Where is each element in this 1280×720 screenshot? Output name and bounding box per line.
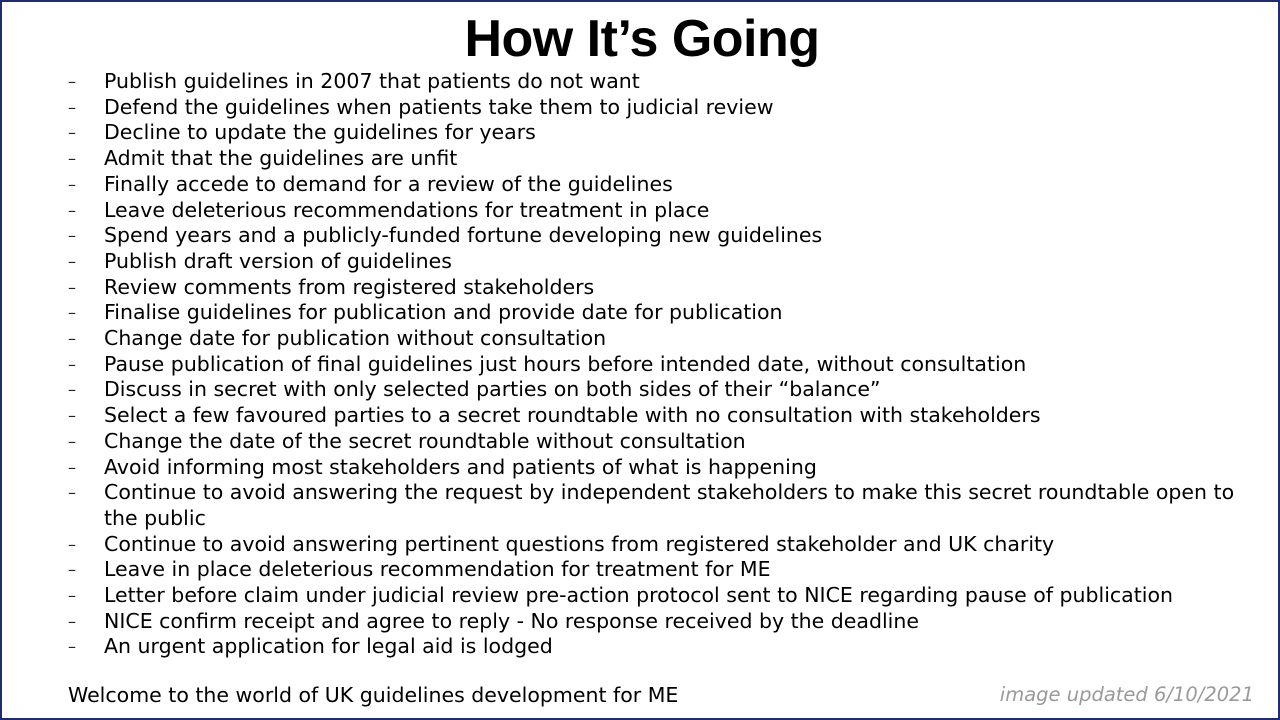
bullet-list: [68, 69, 1258, 660]
dash-bullet-icon: –: [68, 534, 76, 554]
list-item-text: Publish guidelines in 2007 that patients do not want: [104, 69, 640, 93]
list-item: [68, 352, 1258, 378]
list-item-text: Admit that the guidelines are unfit: [104, 146, 458, 171]
list-item: [68, 532, 1258, 558]
list-item: [68, 326, 1258, 352]
list-item-text: Change the date of the secret roundtable without consultation: [104, 428, 746, 453]
list-item: [68, 172, 1258, 198]
list-item: [68, 557, 1258, 583]
dash-bullet-icon: –: [68, 277, 76, 297]
list-item-text: Publish draft version of guidelines: [104, 248, 452, 273]
dash-bullet-icon: –: [68, 354, 76, 374]
dash-bullet-icon: –: [68, 431, 76, 451]
dash-bullet-icon: –: [68, 406, 76, 426]
list-item: [68, 146, 1258, 172]
dash-bullet-icon: –: [68, 123, 76, 143]
list-item: [68, 403, 1258, 429]
list-item-text: Discuss in secret with only selected parties on both sides of their “balance”: [104, 377, 881, 402]
dash-bullet-icon: –: [68, 329, 76, 349]
dash-bullet-icon: –: [68, 303, 76, 323]
dash-bullet-icon: –: [68, 637, 76, 657]
dash-bullet-icon: –: [68, 174, 76, 194]
dash-bullet-icon: –: [68, 611, 76, 631]
list-item-text: Finalise guidelines for publication and provide date for publication: [104, 300, 783, 325]
dash-bullet-icon: –: [68, 226, 76, 246]
list-item: [68, 377, 1258, 403]
list-item: [68, 198, 1258, 224]
list-item-text: Leave deleterious recommendations for treatment in place: [104, 197, 710, 222]
dash-bullet-icon: –: [68, 251, 76, 271]
list-item: [68, 300, 1258, 326]
list-item-text: Continue to avoid answering the request by independent stakeholders to make this secret roundtable open to the public: [104, 480, 1235, 530]
list-item: [68, 634, 1258, 660]
dash-bullet-icon: –: [68, 72, 76, 91]
dash-bullet-icon: –: [68, 149, 76, 169]
list-item: [68, 120, 1258, 146]
list-item: [68, 69, 1258, 95]
list-item: [68, 609, 1258, 635]
list-item-text: Decline to update the guidelines for years: [104, 120, 536, 145]
dash-bullet-icon: –: [68, 97, 76, 117]
list-item: [68, 275, 1258, 301]
list-item: [68, 249, 1258, 275]
list-item: [68, 455, 1258, 481]
list-item: [68, 223, 1258, 249]
dash-bullet-icon: –: [68, 483, 76, 503]
list-item-text: Pause publication of final guidelines just hours before intended date, without consultation: [104, 351, 1027, 376]
list-item: [68, 95, 1258, 121]
list-item-text: Letter before claim under judicial review pre-action protocol sent to NICE regarding pause of publication: [104, 583, 1173, 608]
dash-bullet-icon: –: [68, 560, 76, 580]
list-item-text: An urgent application for legal aid is lodged: [104, 634, 553, 659]
list-item-text: Select a few favoured parties to a secret roundtable with no consultation with stakeholders: [104, 403, 1041, 428]
list-item: [68, 480, 1258, 531]
list-item-text: Continue to avoid answering pertinent questions from registered stakeholder and UK charity: [104, 531, 1055, 556]
list-item-text: Finally accede to demand for a review of the guidelines: [104, 171, 673, 196]
updated-note: image updated 6/10/2021: [999, 683, 1254, 706]
footer-text: Welcome to the world of UK guidelines development for ME: [68, 683, 679, 707]
list-item: [68, 429, 1258, 455]
list-item-text: Defend the guidelines when patients take them to judicial review: [104, 94, 774, 119]
list-item-text: Leave in place deleterious recommendation for treatment for ME: [104, 557, 771, 582]
dash-bullet-icon: –: [68, 380, 76, 400]
list-item-text: Avoid informing most stakeholders and patients of what is happening: [104, 454, 817, 479]
list-item-text: Spend years and a publicly-funded fortune developing new guidelines: [104, 223, 823, 248]
list-item-text: NICE confirm receipt and agree to reply - No response received by the deadline: [104, 608, 919, 633]
list-item: [68, 583, 1258, 609]
dash-bullet-icon: –: [68, 586, 76, 606]
list-item-text: Review comments from registered stakeholders: [104, 274, 595, 299]
list-item-text: Change date for publication without consultation: [104, 326, 607, 351]
dash-bullet-icon: –: [68, 200, 76, 220]
dash-bullet-icon: –: [68, 457, 76, 477]
slide-title: How It’s Going: [464, 10, 820, 68]
